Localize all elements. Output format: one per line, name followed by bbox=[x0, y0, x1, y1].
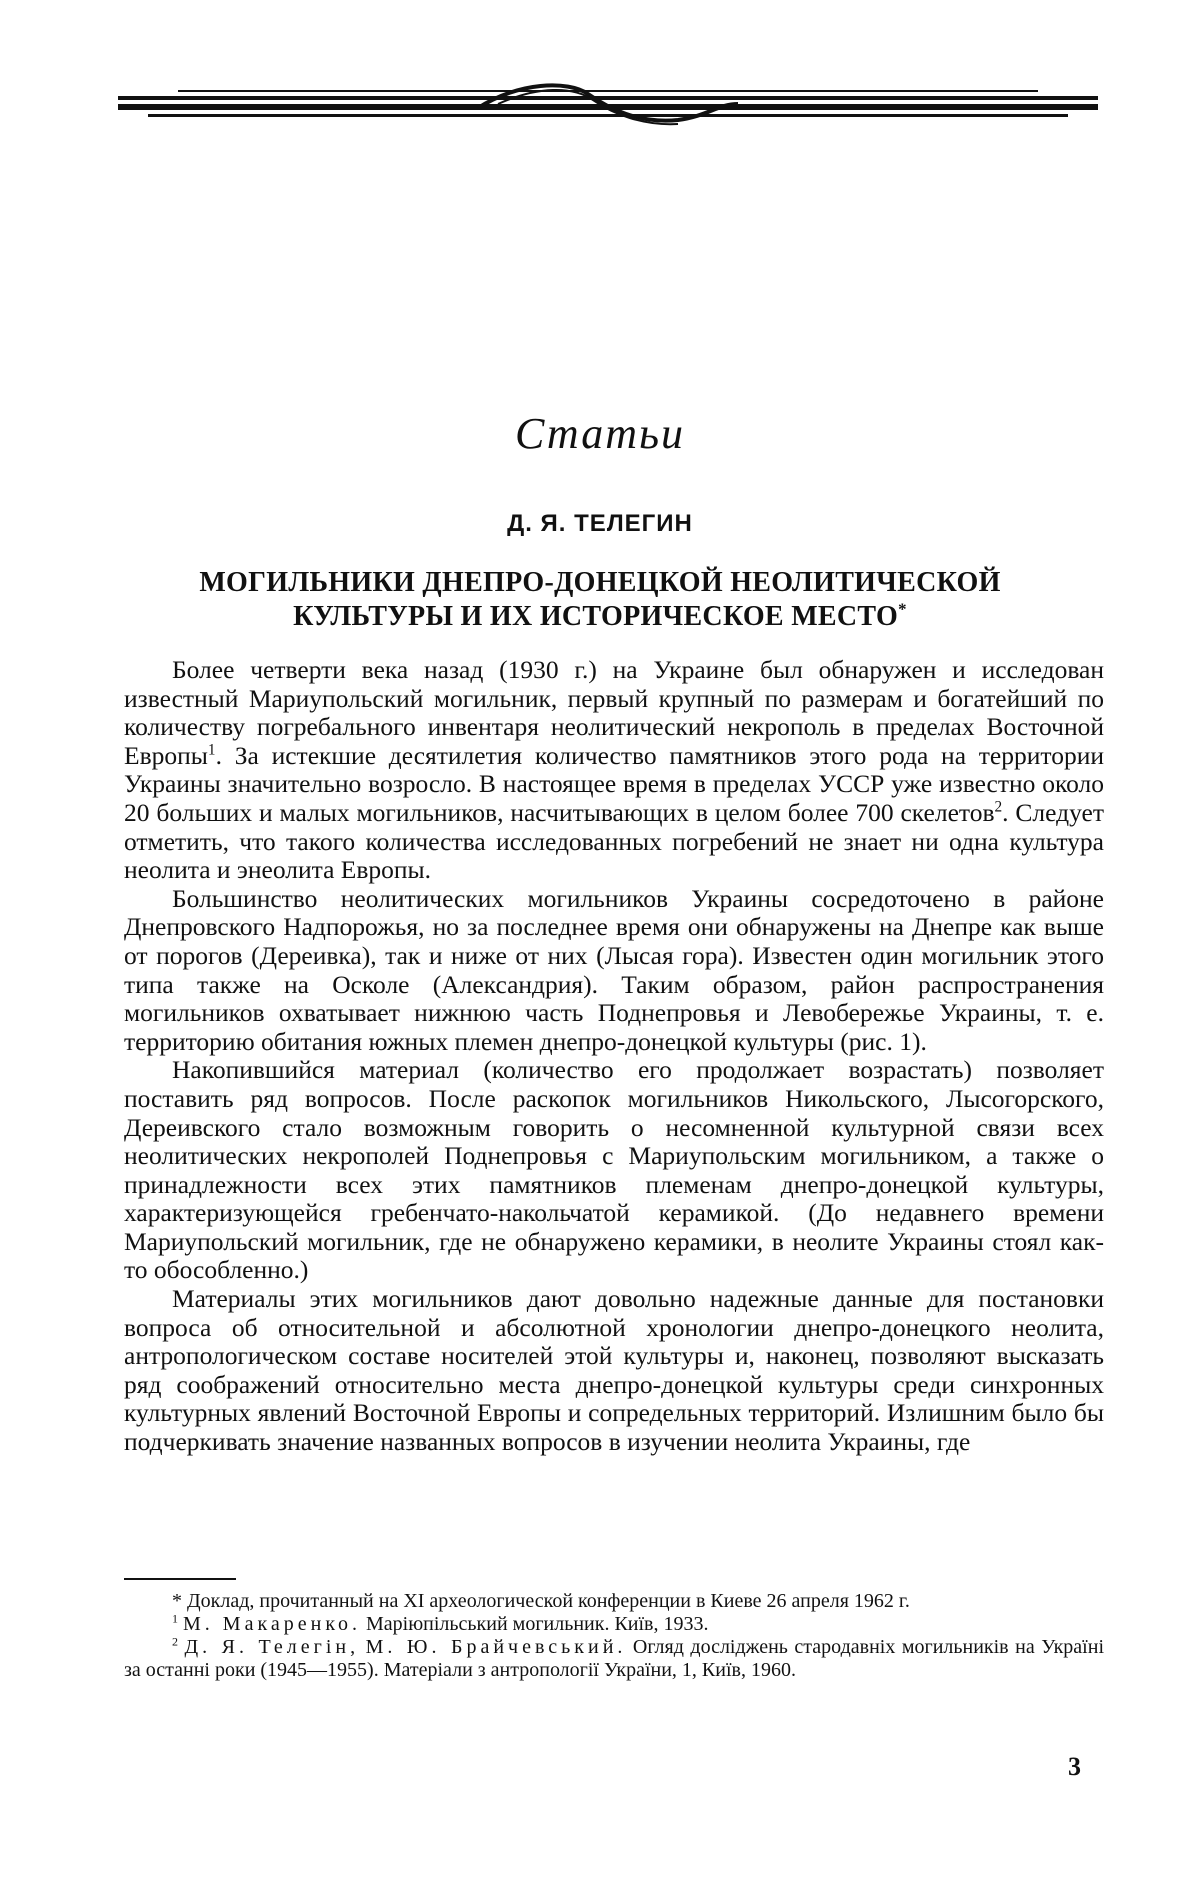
author-name: Д. Я. ТЕЛЕГИН bbox=[507, 510, 693, 537]
footnote-1-author: М. Макаренко. bbox=[183, 1613, 362, 1635]
footnote-2-author-1: Д. Я. Телегін, bbox=[184, 1636, 360, 1658]
footnote-2 bbox=[124, 1636, 1104, 1682]
paragraph-1-part-a: Более четверти века назад (1930 г.) на Украине был обнаружен и исследован известный Мариупольский могильник, первый крупный по размерам и богатейший по количеству погребального инвентаря неолитический некрополь в пределах Восточной Европы bbox=[124, 655, 1104, 770]
footnote-star-mark: * bbox=[172, 1590, 182, 1612]
article-title-line-2 bbox=[150, 600, 1050, 634]
footnote-star bbox=[124, 1590, 1104, 1613]
paragraph-3: Накопившийся материал (количество его продолжает возрастать) позволяет поставить ряд вопросов. После раскопок могильников Никольского, Лысогорского, Дереивского стало возможным говорить о несомненной культурной связи всех неолитических некрополей Поднепровья с Мариупольским могильником, а также о принадлежности всех этих памятников племенам днепро-донецкой культуры, характеризующейся гребенчато-накольчатой керамикой. (До недавнего времени Мариупольский могильник, где не обнаружено керамики, в неолите Украины стоял как-то обособленно.) bbox=[124, 1055, 1104, 1285]
article-title-line-2-text: КУЛЬТУРЫ И ИХ ИСТОРИЧЕСКОЕ МЕСТО bbox=[293, 601, 899, 632]
footnote-2-author-2: М. Ю. Брайчевський. bbox=[365, 1636, 627, 1658]
paragraph-1 bbox=[124, 656, 1104, 885]
header-ornament bbox=[118, 74, 1098, 134]
paragraph-4: Материалы этих могильников дают довольно надежные данные для постановки вопроса об относительной и абсолютной хронологии днепро-донецкого неолита, антропологическом составе носителей этой культуры и, наконец, позволяют высказать ряд соображений относительно места днепро-донецкой культуры среди синхронных культурных явлений Восточной Европы и сопредельных территорий. Излишним было бы подчеркивать значение названных вопросов в изучении неолита Украины, где bbox=[124, 1284, 1104, 1457]
section-title: Статьи bbox=[514, 409, 686, 458]
footnote-2-mark: 2 bbox=[172, 1634, 178, 1649]
paragraph-1-part-b: . За истекшие десятилетия количество памятников этого рода на территории Украины значительно возросло. В настоящее время в пределах УССР уже известно около 20 больших и малых могильников, насчитывающих в целом более 700 скелетов bbox=[124, 740, 1104, 827]
paragraph-2: Большинство неолитических могильников Украины сосредоточено в районе Днепровского Надпорожья, но за последнее время они обнаружены на Днепре как выше от порогов (Дереивка), так и ниже от них (Лысая гора). Известен один могильник этого типа также на Осколе (Александрия). Таким образом, район распространения могильников охватывает нижнюю часть Поднепровья и Левобережье Украины, т. е. территорию обитания южных племен днепро-донецкой культуры (рис. 1). bbox=[124, 883, 1104, 1056]
footnote-1-text: Маріюпільський могильник. Київ, 1933. bbox=[361, 1613, 709, 1635]
footnote-1 bbox=[124, 1613, 1104, 1636]
footnote-ref-1[interactable]: 1 bbox=[207, 741, 216, 759]
article-title-line-1: МОГИЛЬНИКИ ДНЕПРО-ДОНЕЦКОЙ НЕОЛИТИЧЕСКОЙ bbox=[199, 567, 1001, 598]
footnote-divider bbox=[124, 1578, 236, 1580]
footnote-star-text: Доклад, прочитанный на XI археологической конференции в Киеве 26 апреля 1962 г. bbox=[182, 1590, 910, 1612]
footnote-1-mark: 1 bbox=[172, 1611, 178, 1626]
footnote-ref-2[interactable]: 2 bbox=[994, 798, 1003, 816]
title-footnote-mark[interactable]: * bbox=[898, 599, 907, 619]
footnotes bbox=[124, 1590, 1104, 1682]
page-number: 3 bbox=[1068, 1752, 1081, 1781]
article-body bbox=[124, 656, 1104, 1457]
paragraph-1-part-c: . Следует отметить, что такого количества исследованных погребений не знает ни одна культура неолита и энеолита Европы. bbox=[124, 797, 1104, 885]
article-title bbox=[150, 566, 1050, 634]
footnote-2-text: Огляд досліджень стародавніх могильників на Україні за останні роки (1945—1955). Матеріали з антропології України, 1, Київ, 1960. bbox=[124, 1636, 1105, 1681]
